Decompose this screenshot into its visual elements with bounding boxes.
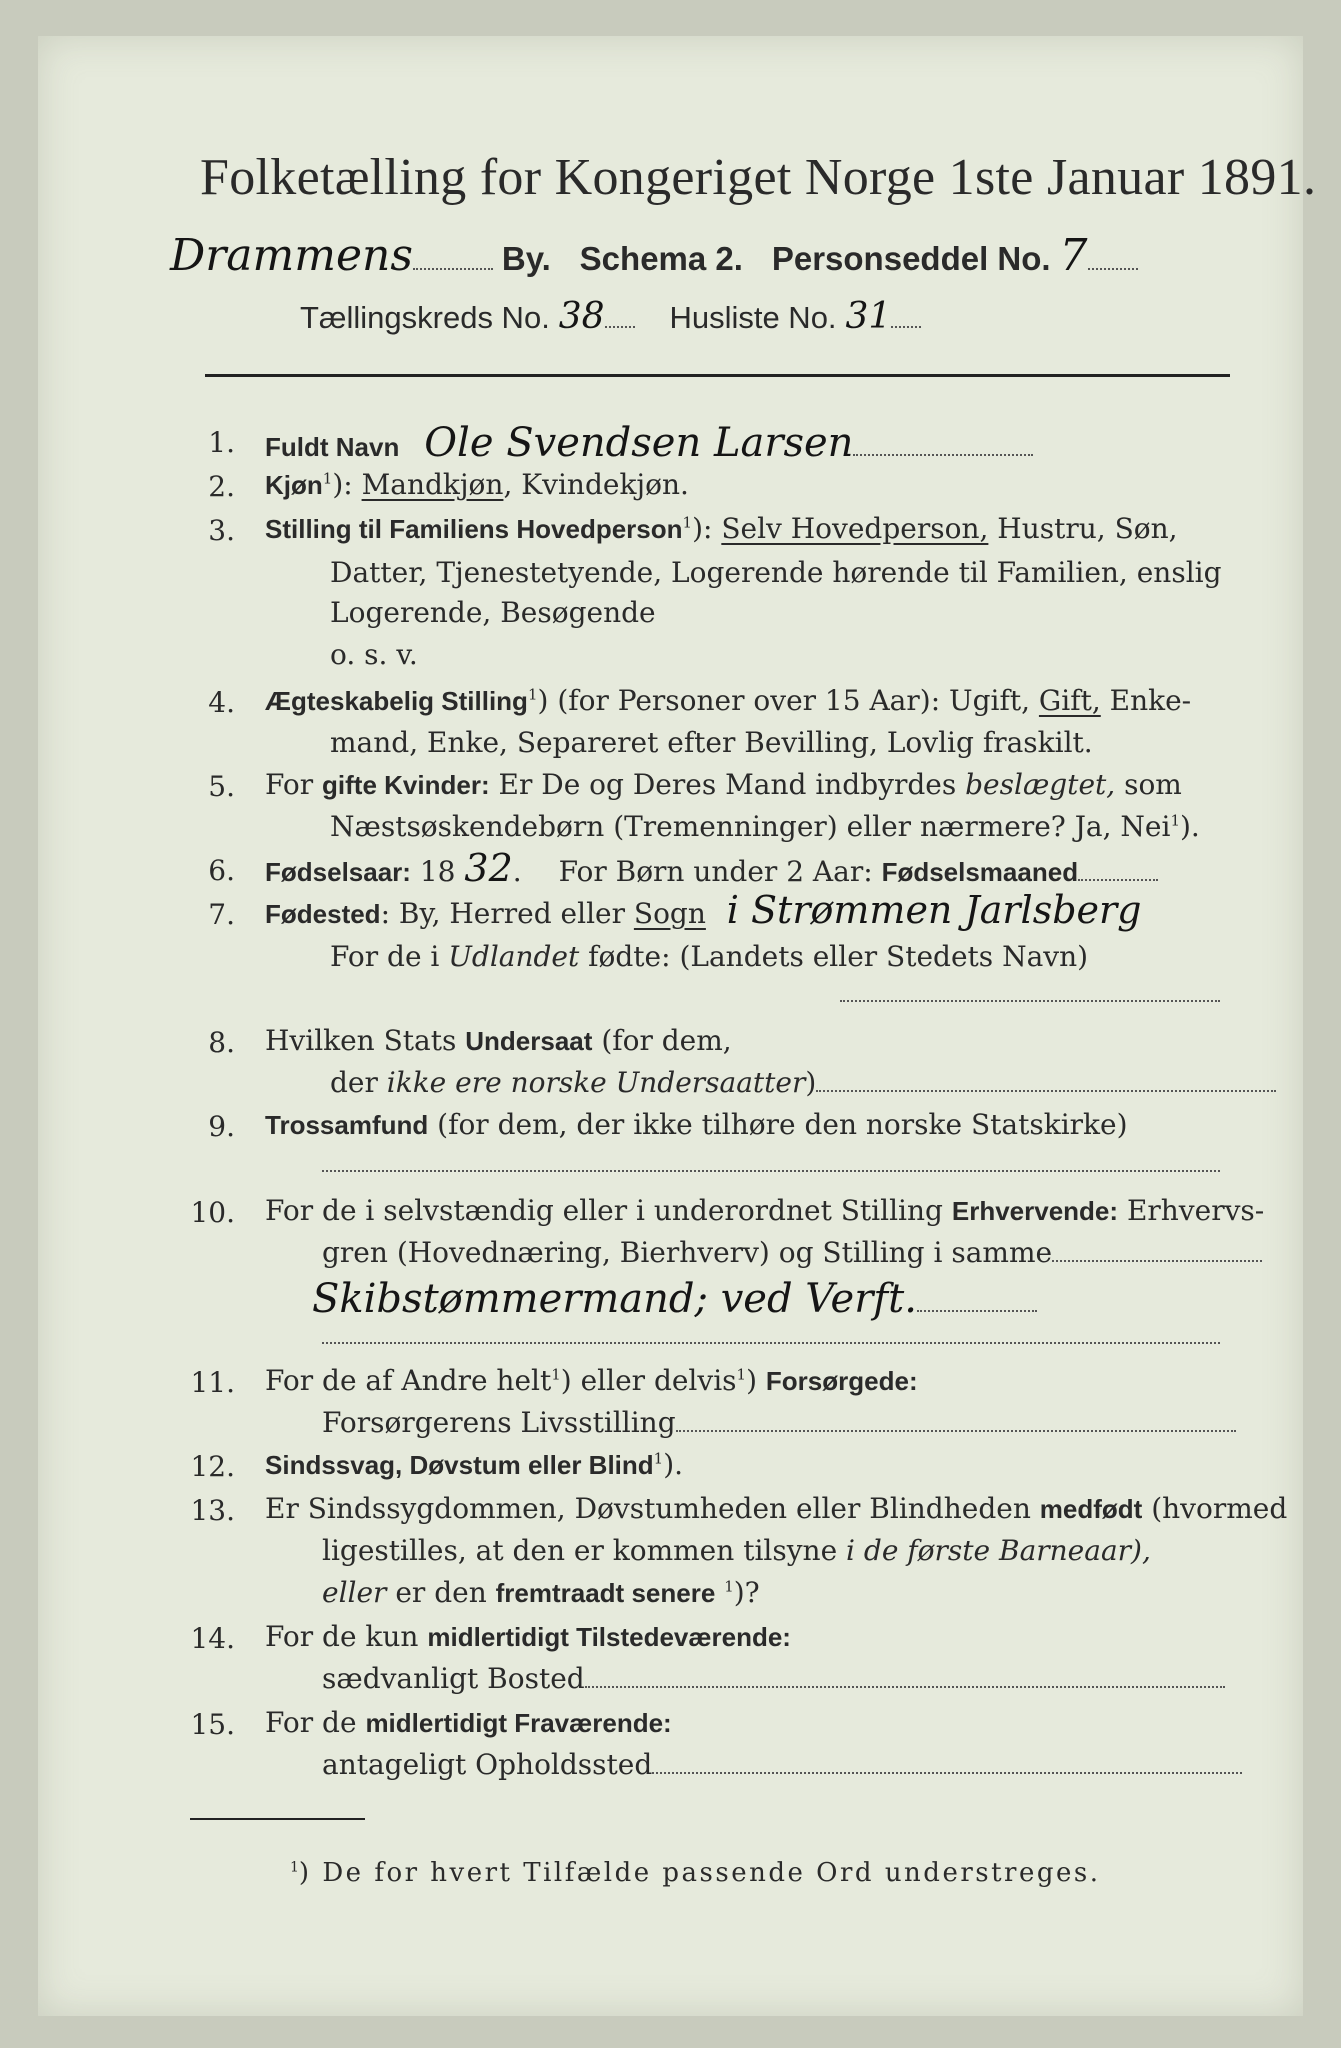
schema-label: Schema 2.	[579, 240, 743, 277]
footnote: $^1$) De for hvert Tilfælde passende Ord understreges.	[290, 1858, 1101, 1888]
item-12-label: Sindssvag, Døvstum eller Blind	[265, 1450, 654, 1480]
item-3-line-2: Datter, Tjenestetyende, Logerende hørende til Familien, enslig	[330, 556, 1222, 589]
item-7-abroad-line	[840, 1000, 1220, 1002]
item-9-fill-line	[322, 1170, 1220, 1172]
full-name-value: Ole Svendsen Larsen	[424, 420, 854, 466]
header-rule	[205, 374, 1230, 377]
item-7-line-1: Fødested: By, Herred eller Sogn i Strømmen Jarlsberg	[265, 888, 1142, 932]
item-15-line-1: For de midlertidigt Fraværende:	[265, 1706, 672, 1739]
item-12-line-1: Sindssvag, Døvstum eller Blind$^1$).	[265, 1448, 684, 1481]
personseddel-number: 7	[1059, 230, 1088, 281]
item-3-label: Stilling til Familiens Hovedperson	[265, 514, 683, 544]
footnote-rule	[190, 1818, 365, 1820]
item-8-label: Undersaat	[465, 1026, 593, 1056]
item-7-label: Fødested	[265, 899, 381, 929]
item-8-line-1: Hvilken Stats Undersaat (for dem,	[265, 1024, 732, 1057]
item-14-line-1: For de kun midlertidigt Tilstedeværende:	[265, 1620, 791, 1653]
item-11-line-2: Forsørgerens Livsstilling	[322, 1406, 1236, 1439]
position-selected: Selv Hovedperson,	[721, 512, 989, 545]
item-13-number: 13.	[190, 1494, 235, 1527]
item-11-number: 11.	[190, 1366, 235, 1399]
item-10-value-line	[312, 1276, 1037, 1322]
item-6-label: Fødselsaar:	[265, 857, 411, 887]
header-line-2	[300, 296, 921, 337]
kreds-number: 38	[558, 296, 605, 337]
item-13-line-1: Er Sindssygdommen, Døvstumheden eller Blindheden medfødt (hvormed	[265, 1492, 1288, 1525]
item-5-number: 5.	[208, 770, 235, 803]
item-1-number: 1.	[208, 426, 235, 459]
item-4-line-1: Ægteskabelig Stilling$^1$) (for Personer over 15 Aar): Ugift, Gift, Enke-	[265, 684, 1192, 717]
item-4-number: 4.	[208, 686, 235, 719]
city-handwritten: Drammens	[170, 230, 413, 281]
item-1-label: Fuldt Navn	[265, 432, 400, 462]
by-label: By.	[501, 240, 551, 277]
item-13-label-2: fremtraadt senere	[495, 1578, 716, 1608]
item-15-line-2: antageligt Opholdssted	[322, 1748, 1242, 1781]
item-6-number: 6.	[208, 854, 235, 887]
marital-selected: Gift,	[1038, 684, 1101, 717]
birth-month-label: Fødselsmaaned	[881, 857, 1079, 887]
form-title: Folketælling for Kongeriget Norge 1ste Januar 1891.	[200, 149, 1317, 206]
item-11-label: Forsørgede:	[765, 1366, 918, 1396]
item-9-number: 9.	[208, 1110, 235, 1143]
item-13-line-2: ligestilles, at den er kommen tilsyne i de første Barneaar),	[322, 1534, 1151, 1567]
item-5-line-1: For gifte Kvinder: Er De og Deres Mand indbyrdes beslægtet, som	[265, 768, 1182, 801]
item-10-number: 10.	[190, 1196, 235, 1229]
item-11-line-1: For de af Andre helt$^1$) eller delvis$^1$) Forsørgede:	[265, 1364, 918, 1397]
item-2-sex: Kjøn$^1$): Mandkjøn, Kvindekjøn.	[265, 468, 689, 501]
item-3-line-3: Logerende, Besøgende	[330, 596, 656, 629]
item-3-line-1: Stilling til Familiens Hovedperson$^1$): Selv Hovedperson, Hustru, Søn,	[265, 512, 1178, 545]
item-15-number: 15.	[190, 1708, 235, 1741]
item-2-number: 2.	[208, 470, 235, 503]
item-10-line-2: gren (Hovednæring, Bierhverv) og Stilling i samme	[322, 1236, 1262, 1269]
item-14-line-2: sædvanligt Bosted	[322, 1662, 1225, 1695]
occupation-value: Skibstømmermand; ved Verft.	[312, 1276, 917, 1322]
kreds-label: Tællingskreds No.	[300, 300, 550, 335]
husliste-number: 31	[845, 296, 892, 337]
item-1-full-name	[265, 420, 1033, 466]
item-10-label: Erhvervende:	[951, 1196, 1119, 1226]
item-10-line-1: For de i selvstændig eller i underordnet Stilling Erhvervende: Erhvervs-	[265, 1194, 1265, 1227]
birthplace-selected: Sogn	[633, 897, 706, 930]
item-13-label: medfødt	[1039, 1494, 1143, 1524]
item-13-line-3: eller er den fremtraadt senere $^1$)?	[322, 1576, 760, 1609]
item-3-number: 3.	[208, 514, 235, 547]
item-6-birth-year: Fødselsaar: 18 32. For Børn under 2 Aar: Fødselsmaaned	[265, 846, 1158, 890]
birth-year-value: 32	[464, 846, 513, 890]
item-3-line-4: o. s. v.	[330, 638, 418, 671]
item-8-number: 8.	[208, 1026, 235, 1059]
sex-selected: Mandkjøn	[361, 468, 504, 501]
item-14-label: midlertidigt Tilstedeværende:	[427, 1622, 791, 1652]
item-7-number: 7.	[208, 898, 235, 931]
item-4-label: Ægteskabelig Stilling	[265, 686, 528, 716]
birthplace-value: i Strømmen Jarlsberg	[726, 888, 1142, 932]
item-10-fill-line	[322, 1342, 1220, 1344]
personseddel-label: Personseddel No.	[771, 240, 1051, 277]
item-5-line-2: Næstsøskendebørn (Tremenninger) eller nærmere? Ja, Nei$^1$).	[330, 810, 1200, 843]
item-12-number: 12.	[190, 1450, 235, 1483]
item-7-line-2: For de i Udlandet fødte: (Landets eller Stedets Navn)	[330, 940, 1089, 973]
header-line-1	[170, 230, 1138, 281]
husliste-label: Husliste No.	[669, 300, 837, 335]
item-15-label: midlertidigt Fraværende:	[365, 1708, 672, 1738]
item-8-line-2: der ikke ere norske Undersaatter)	[330, 1066, 1276, 1099]
item-9-line-1: Trossamfund (for dem, der ikke tilhøre den norske Statskirke)	[265, 1108, 1128, 1141]
item-2-label: Kjøn	[265, 470, 323, 500]
item-9-label: Trossamfund	[265, 1110, 429, 1140]
item-4-line-2: mand, Enke, Separeret efter Bevilling, Lovlig fraskilt.	[330, 726, 1093, 759]
item-5-label: gifte Kvinder:	[322, 770, 490, 800]
item-14-number: 14.	[190, 1622, 235, 1655]
